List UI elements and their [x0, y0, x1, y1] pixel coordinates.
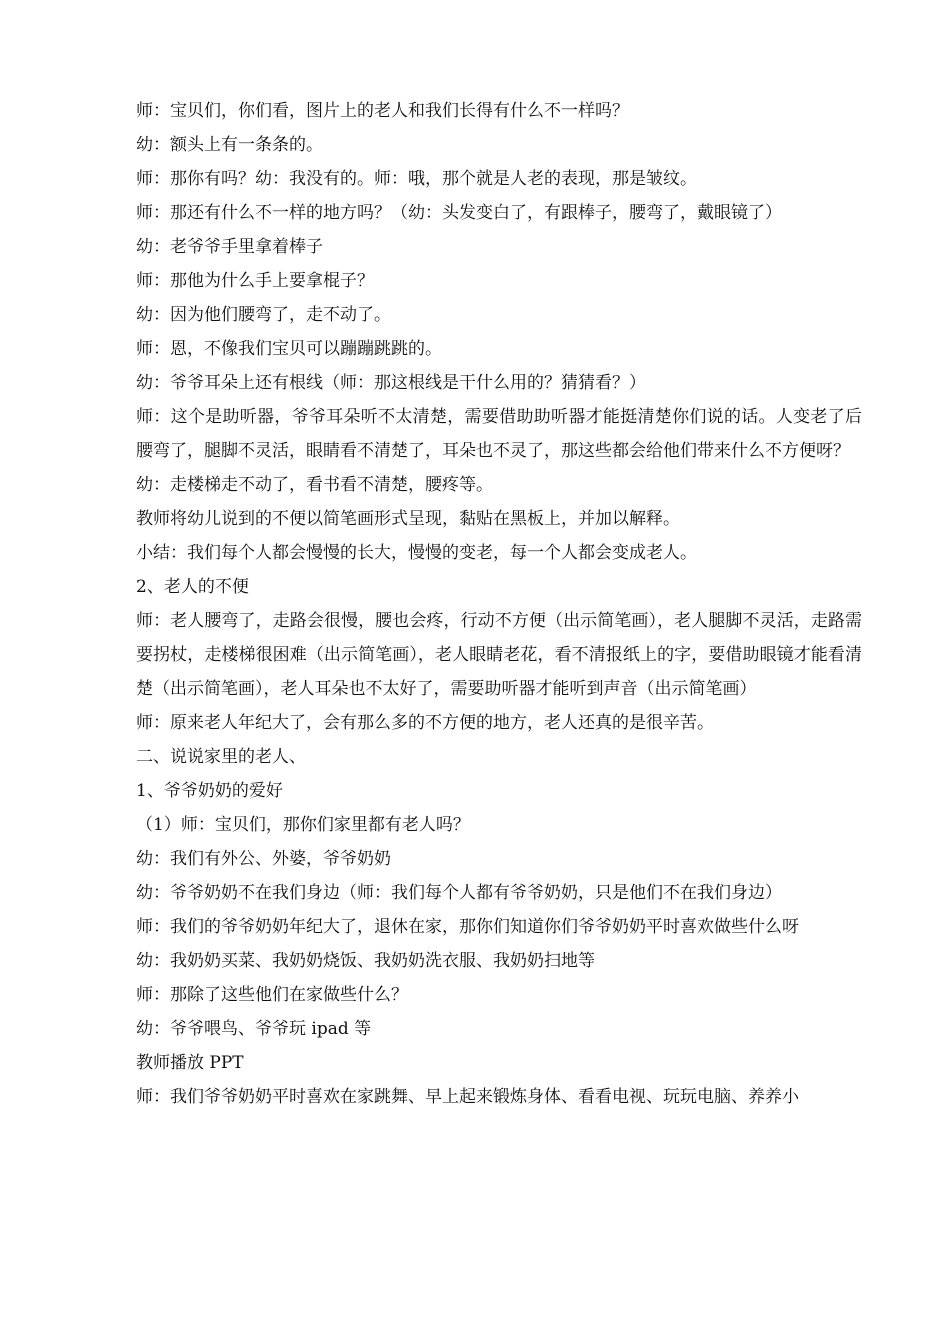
- paragraph: 幼：因为他们腰弯了，走不动了。: [136, 305, 391, 325]
- paragraph: 师：宝贝们，你们看，图片上的老人和我们长得有什么不一样吗？: [136, 101, 629, 121]
- paragraph: 师：这个是助听器，爷爷耳朵听不太清楚，需要借助助听器才能挺清楚你们说的话。人变老了后腰弯了，腿脚不灵活，眼睛看不清楚了，耳朵也不灵了，那这些都会给他们带来什么不方便呀？: [136, 407, 862, 461]
- paragraph: 师：我们爷爷奶奶平时喜欢在家跳舞、早上起来锻炼身体、看看电视、玩玩电脑、养养小: [136, 1087, 799, 1107]
- paragraph: 教师将幼儿说到的不便以简笔画形式呈现，黏贴在黑板上，并加以解释。: [136, 509, 680, 529]
- paragraph: 师：那你有吗？幼：我没有的。师：哦，那个就是人老的表现，那是皱纹。: [136, 169, 697, 189]
- paragraph: 幼：老爷爷手里拿着棒子: [136, 237, 323, 257]
- paragraph: 师：老人腰弯了，走路会很慢，腰也会疼，行动不方便（出示简笔画），老人腿脚不灵活，走路需要拐杖，走楼梯很困难（出示简笔画），老人眼睛老花，看不清报纸上的字，要借助眼镜才能看清楚（出示简笔画），老人耳朵也不太好了，需要助听器才能听到声音（出示简笔画）: [136, 611, 862, 699]
- paragraph: 幼：爷爷奶奶不在我们身边（师：我们每个人都有爷爷奶奶，只是他们不在我们身边）: [136, 883, 782, 903]
- paragraph: （1）师：宝贝们，那你们家里都有老人吗？: [136, 815, 470, 835]
- paragraph: 师：那除了这些他们在家做些什么？: [136, 985, 408, 1005]
- paragraph: 师：那他为什么手上要拿棍子？: [136, 271, 374, 291]
- paragraph: 小结：我们每个人都会慢慢的长大，慢慢的变老，每一个人都会变成老人。: [136, 543, 697, 563]
- paragraph: 幼：我们有外公、外婆，爷爷奶奶: [136, 849, 391, 869]
- paragraph: 师：我们的爷爷奶奶年纪大了，退休在家，那你们知道你们爷爷奶奶平时喜欢做些什么呀: [136, 917, 799, 937]
- paragraph: 师：那还有什么不一样的地方吗？（幼：头发变白了，有跟棒子，腰弯了，戴眼镜了）: [136, 203, 782, 223]
- paragraph: 幼：爷爷耳朵上还有根线（师：那这根线是干什么用的？猜猜看？）: [136, 373, 646, 393]
- paragraph: 幼：我奶奶买菜、我奶奶烧饭、我奶奶洗衣服、我奶奶扫地等: [136, 951, 595, 971]
- paragraph: 幼：额头上有一条条的。: [136, 135, 323, 155]
- section-heading: 2、老人的不便: [136, 577, 249, 597]
- document-body: [136, 94, 862, 1114]
- section-heading: 1、爷爷奶奶的爱好: [136, 781, 283, 801]
- paragraph: 师：原来老人年纪大了，会有那么多的不方便的地方，老人还真的是很辛苦。: [136, 713, 714, 733]
- paragraph: 幼：走楼梯走不动了，看书看不清楚，腰疼等。: [136, 475, 493, 495]
- paragraph: 师：恩，不像我们宝贝可以蹦蹦跳跳的。: [136, 339, 442, 359]
- section-heading: 二、说说家里的老人、: [136, 747, 306, 767]
- paragraph: 教师播放 PPT: [136, 1053, 244, 1073]
- paragraph: 幼：爷爷喂鸟、爷爷玩 ipad 等: [136, 1019, 372, 1039]
